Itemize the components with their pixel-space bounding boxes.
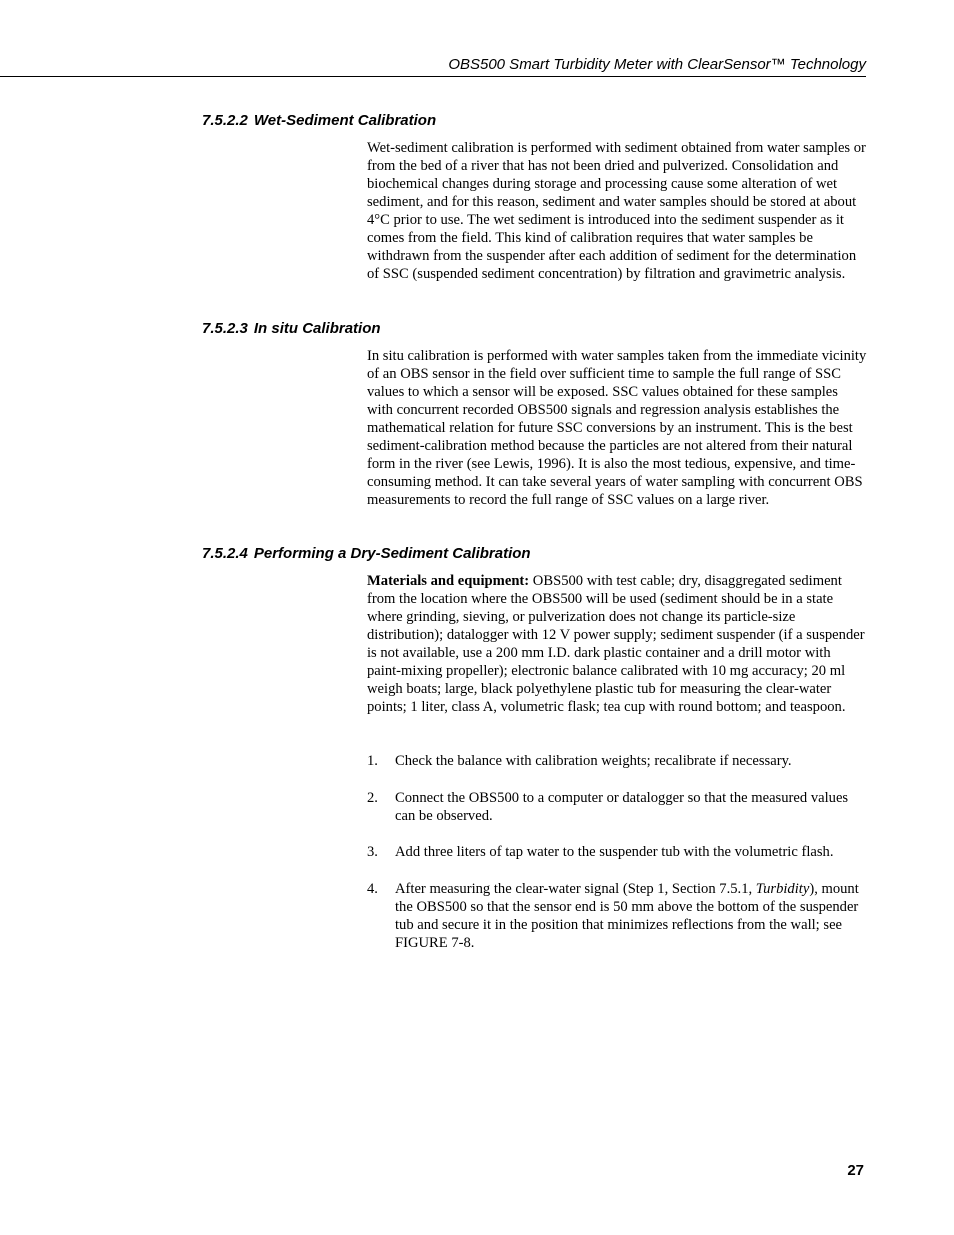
materials-text: OBS500 with test cable; dry, disaggregated sediment from the location where the OBS500 will be used (sediment should be in a state where grinding, sieving, or pulverization does not change its particle-size distribution); datalogger with 12 V power supply; sediment suspender (if a suspender is not available, use a 200 mm I.D. dark plastic container and a drill motor with paint-mixing propeller); electronic balance calibrated with 10 mg accuracy; 20 ml weigh boats; large, black polyethylene plastic tub for measuring the clear-water points; 1 liter, class A, volumetric flask; tea cup with round bottom; and teaspoon.	[367, 573, 865, 715]
section-title: Wet-Sediment Calibration	[253, 112, 437, 129]
step-text-italic: Turbidity	[755, 881, 810, 897]
step-text-before: After measuring the clear-water signal (Step 1, Section 7.5.1,	[395, 881, 756, 897]
section-heading-dry-sediment	[202, 545, 531, 563]
running-header: OBS500 Smart Turbidity Meter with ClearSensor™ Technology	[448, 56, 866, 73]
paragraph-wet-sediment: Wet-sediment calibration is performed with sediment obtained from water samples or from the bed of a river that has not been dried and pulverized. Consolidation and biochemical changes during storage and processing cause some alteration of wet sediment, and for this reason, sediment and water samples should be stored at about 4°C prior to use. The wet sediment is introduced into the sediment suspender as it comes from the field. This kind of calibration requires that water samples be withdrawn from the suspender after each addition of sediment for the determination of SSC (suspended sediment concentration) by filtration and gravimetric analysis.	[367, 140, 866, 282]
step-text-after: ), mount the OBS500 so that the sensor end is 50 mm above the bottom of the suspender tub and secure it in the position that minimizes reflections from the wall; see FIGURE 7-8.	[395, 881, 859, 951]
section-title: In situ Calibration	[253, 320, 381, 337]
header-rule	[0, 76, 866, 77]
step-number: 4.	[367, 881, 378, 897]
section-heading-wet-sediment	[202, 112, 436, 130]
step-text: Connect the OBS500 to a computer or datalogger so that the measured values can be observed.	[395, 790, 849, 824]
section-number: 7.5.2.3	[202, 320, 248, 337]
step-item	[367, 752, 867, 770]
step-number: 2.	[367, 790, 378, 806]
page-number: 27	[847, 1162, 864, 1179]
section-number: 7.5.2.4	[202, 545, 248, 562]
step-item	[367, 789, 867, 825]
step-number: 1.	[367, 753, 378, 769]
step-text: Add three liters of tap water to the suspender tub with the volumetric flash.	[395, 844, 834, 860]
paragraph-in-situ: In situ calibration is performed with water samples taken from the immediate vicinity of an OBS sensor in the field over sufficient time to sample the full range of SSC values to which a sensor will be exposed. SSC values obtained for these samples with concurrent recorded OBS500 signals and regression analysis establishes the mathematical relation for future SSC conversions by an instrument. This is the best sediment-calibration method because the particles are not altered from their natural form in the river (see Lewis, 1996). It is also the most tedious, expensive, and time-consuming method. It can take several years of water sampling with concurrent OBS measurements to record the full range of SSC values on a large river.	[367, 348, 867, 508]
step-number: 3.	[367, 844, 378, 860]
step-text	[395, 880, 867, 952]
step-text: Check the balance with calibration weights; recalibrate if necessary.	[395, 753, 792, 769]
section-number: 7.5.2.2	[202, 112, 248, 129]
section-title: Performing a Dry-Sediment Calibration	[253, 545, 531, 562]
section-heading-in-situ	[202, 320, 381, 338]
paragraph-materials	[367, 572, 867, 716]
materials-label: Materials and equipment:	[367, 573, 530, 589]
step-item	[367, 843, 867, 861]
step-item	[367, 880, 867, 952]
